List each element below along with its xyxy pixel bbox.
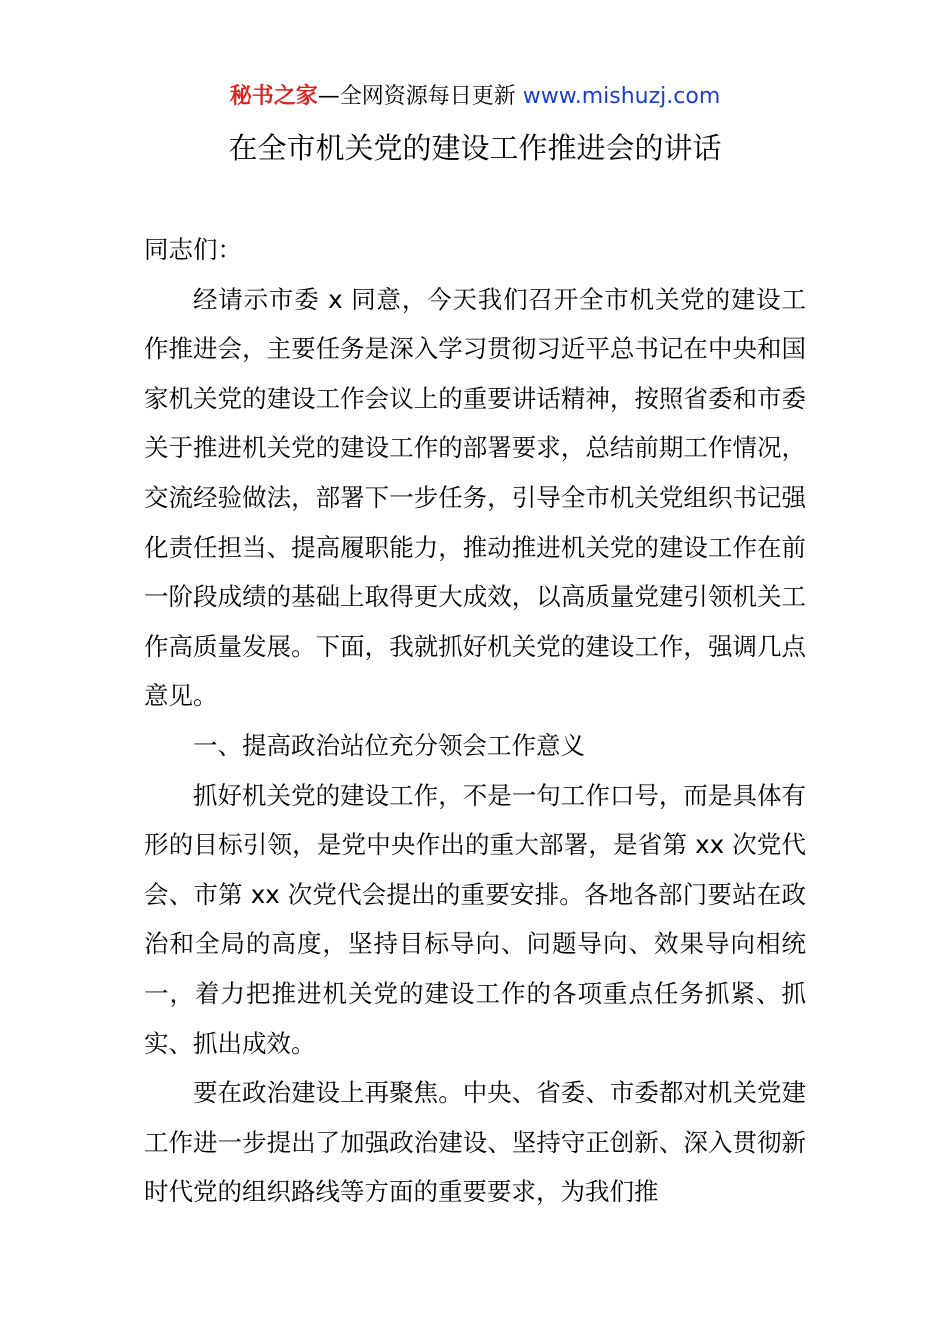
site-header	[0, 82, 950, 112]
document-body	[144, 225, 806, 1217]
site-url-link[interactable]: www.mishuzj.com	[522, 84, 721, 109]
salutation: 同志们：	[144, 235, 242, 264]
brand-name: 秘书之家	[229, 84, 318, 109]
paragraph: 经请示市委 x 同意，今天我们召开全市机关党的建设工作推进会，主要任务是深入学习贯彻习近平总书记在中央和国家机关党的建设工作会议上的重要讲话精神，按照省委和市委关于推进机关党的建设工作的部署要求，总结前期工作情况，交流经验做法，部署下一步任务，引导全市机关党组织书记强化责任担当、提高履职能力，推动推进机关党的建设工作在前一阶段成绩的基础上取得更大成效，以高质量党建引领机关工作高质量发展。下面，我就抓好机关党的建设工作，强调几点意见。	[144, 284, 806, 711]
header-tagline: —全网资源每日更新	[317, 84, 516, 109]
paragraph: 要在政治建设上再聚焦。中央、省委、市委都对机关党建工作进一步提出了加强政治建设、坚持守正创新、深入贯彻新时代党的组织路线等方面的重要要求，为我们推	[144, 1078, 806, 1207]
document-title: 在全市机关党的建设工作推进会的讲话	[228, 131, 722, 165]
section-heading: 一、提高政治站位充分领会工作意义	[193, 730, 585, 760]
paragraph: 抓好机关党的建设工作，不是一句工作口号，而是具体有形的目标引领，是党中央作出的重大部署，是省第 xx 次党代会、市第 xx 次党代会提出的重要安排。各地各部门要站在政治和全局的高度，坚持目标导向、问题导向、效果导向相统一，着力把推进机关党的建设工作的各项重点任务抓紧、抓实、抓出成效。	[144, 780, 806, 1058]
